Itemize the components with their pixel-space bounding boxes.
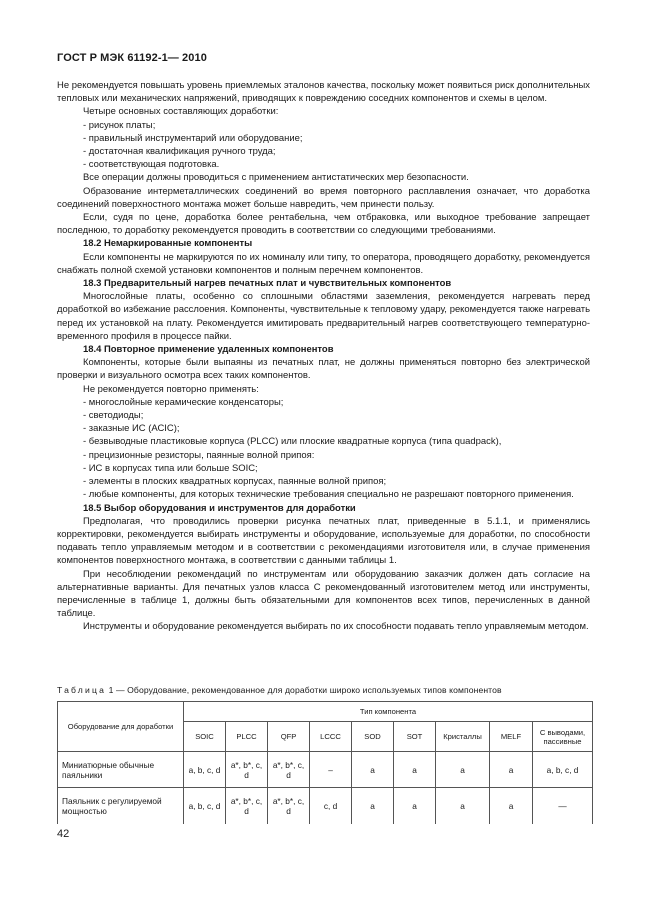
paragraph: Четыре основных составляющих доработки: — [83, 106, 279, 118]
list-item: - безвыводные пластиковые корпуса (PLCC) или плоские квадратные корпуса (типа quadpack), — [83, 436, 502, 448]
paragraph: Компоненты, которые были выпаяны из печатных плат, не должны применяться повторно без электрической проверки и визуального осмотра всех таких компонентов. — [57, 357, 590, 382]
list-item: - соответствующая подготовка. — [83, 159, 220, 171]
table-cell: a — [490, 788, 533, 824]
column-header: SOIC — [184, 722, 226, 752]
paragraph: Не рекомендуется повышать уровень приемлемых эталонов качества, поскольку может появиться риск дополнительных тепловых или механических напряжений, приводящих к повреждению соседних компонентов и схемы в целом. — [57, 80, 590, 105]
table-corner-header: Оборудование для доработки — [58, 702, 184, 752]
paragraph: Образование интерметаллических соединений во время повторного расплавления означает, что доработка соединений поверхностного монтажа может больше навредить, чем принести пользу. — [57, 185, 590, 210]
list-item: - любые компоненты, для которых технические требования специально не разрешают повторного применения. — [83, 489, 574, 501]
table-cell: a — [352, 752, 394, 788]
column-header: LCCC — [310, 722, 352, 752]
list-item: - светодиоды; — [83, 410, 144, 422]
list-item: - достаточная квалификация ручного труда; — [83, 146, 276, 158]
column-header: QFP — [268, 722, 310, 752]
column-header: Кристаллы — [436, 722, 490, 752]
list-item: - элементы в плоских квадратных корпусах, паянные волной припоя; — [83, 476, 387, 488]
table-caption-prefix: Таблица — [57, 685, 107, 695]
column-header: MELF — [490, 722, 533, 752]
table-cell: — — [533, 788, 593, 824]
table-cell: a*, b*, c, d — [268, 788, 310, 824]
section-heading: 18.5 Выбор оборудования и инструментов для доработки — [83, 502, 356, 514]
paragraph: Инструменты и оборудование рекомендуется выбирать по их способности подавать тепло управляемым методом. — [83, 621, 589, 633]
table-cell: c, d — [310, 788, 352, 824]
paragraph: Если компоненты не маркируются по их номиналу или типу, то оператора, проводящего доработку, рекомендуется снабжать полной схемой установки компонентов и полным перечнем компонентов. — [57, 251, 590, 276]
row-label: Паяльник с регулируемой мощностью — [58, 788, 184, 824]
paragraph: Все операции должны проводиться с применением антистатических мер безопасности. — [83, 172, 469, 184]
section-heading: 18.4 Повторное применение удаленных компонентов — [83, 344, 334, 356]
table-cell: a — [436, 752, 490, 788]
list-item: - заказные ИС (АСIС); — [83, 423, 180, 435]
column-header: PLCC — [226, 722, 268, 752]
list-item: - правильный инструментарий или оборудование; — [83, 132, 303, 144]
table-cell: a, b, c, d — [184, 752, 226, 788]
section-heading: 18.3 Предварительный нагрев печатных плат и чувствительных компонентов — [83, 278, 452, 290]
table-caption — [57, 685, 597, 695]
body-text — [57, 79, 590, 634]
paragraph: Если, судя по цене, доработка более рентабельна, чем отбраковка, или выходное требование запрещает последнюю, то доработку рекомендуется проводить в соответствии со следующими требованиями. — [57, 212, 590, 237]
paragraph: Предполагая, что проводились проверки рисунка печатных плат, приведенные в 5.1.1, и применялись корректировки, рекомендуется выбирать инструменты и оборудование, используемые для доработки, по способности подавать тепло управляемым методом и в соответствии с рекомендациями изготовителя или, в случае применения компонентов поверхностного монтажа, в соответствии с данными таблицы 1. — [57, 515, 590, 567]
table-cell: a — [490, 752, 533, 788]
list-item: - многослойные керамические конденсаторы; — [83, 396, 284, 408]
section-heading: 18.2 Немаркированные компоненты — [83, 238, 253, 250]
table-cell: a — [352, 788, 394, 824]
table-cell: a*, b*, c, d — [226, 752, 268, 788]
table-cell: a, b, c, d — [184, 788, 226, 824]
table-cell: a, b, c, d — [533, 752, 593, 788]
list-item: - ИС в корпусах типа или больше SOIC; — [83, 462, 258, 474]
column-header: SOT — [394, 722, 436, 752]
equipment-table — [57, 701, 593, 824]
paragraph: Не рекомендуется повторно применять: — [83, 383, 259, 395]
table-group-header: Тип компонента — [184, 702, 593, 722]
column-header: С выводами, пассивные — [533, 722, 593, 752]
page-number: 42 — [57, 828, 70, 840]
list-item: - рисунок платы; — [83, 119, 156, 131]
table-cell: – — [310, 752, 352, 788]
list-item: - прецизионные резисторы, паянные волной припоя: — [83, 449, 315, 461]
table-cell: a*, b*, c, d — [226, 788, 268, 824]
table-row — [58, 788, 593, 824]
paragraph: При несоблюдении рекомендаций по инструментам или оборудованию заказчик должен дать согласие на альтернативные варианты. Для печатных узлов класса С рекомендованный изготовителем метод или инструменты, перечисленные в таблице 1, должны быть обязательными для компонентов всех типов, перечисленных в данной таблице. — [57, 568, 590, 620]
table-cell: a — [436, 788, 490, 824]
paragraph: Многослойные платы, особенно со сплошными областями заземления, рекомендуется нагревать перед доработкой во избежание расслоения. Компоненты, чувствительные к тепловому удару, рекомендуется также нагревать перед их установкой на плату. Рекомендуется имитировать предварительный нагрев соответствующего температурно-временного профиля в процессе пайки. — [57, 291, 590, 342]
table-cell: a — [394, 752, 436, 788]
column-header: SOD — [352, 722, 394, 752]
table-row — [58, 752, 593, 788]
row-label: Миниатюрные обычные паяльники — [58, 752, 184, 788]
document-header: ГОСТ Р МЭК 61192-1— 2010 — [57, 52, 207, 64]
table-cell: a — [394, 788, 436, 824]
table-cell: a*, b*, c, d — [268, 752, 310, 788]
table-caption-text: 1 — Оборудование, рекомендованное для доработки широко используемых типов компонентов — [106, 685, 502, 695]
